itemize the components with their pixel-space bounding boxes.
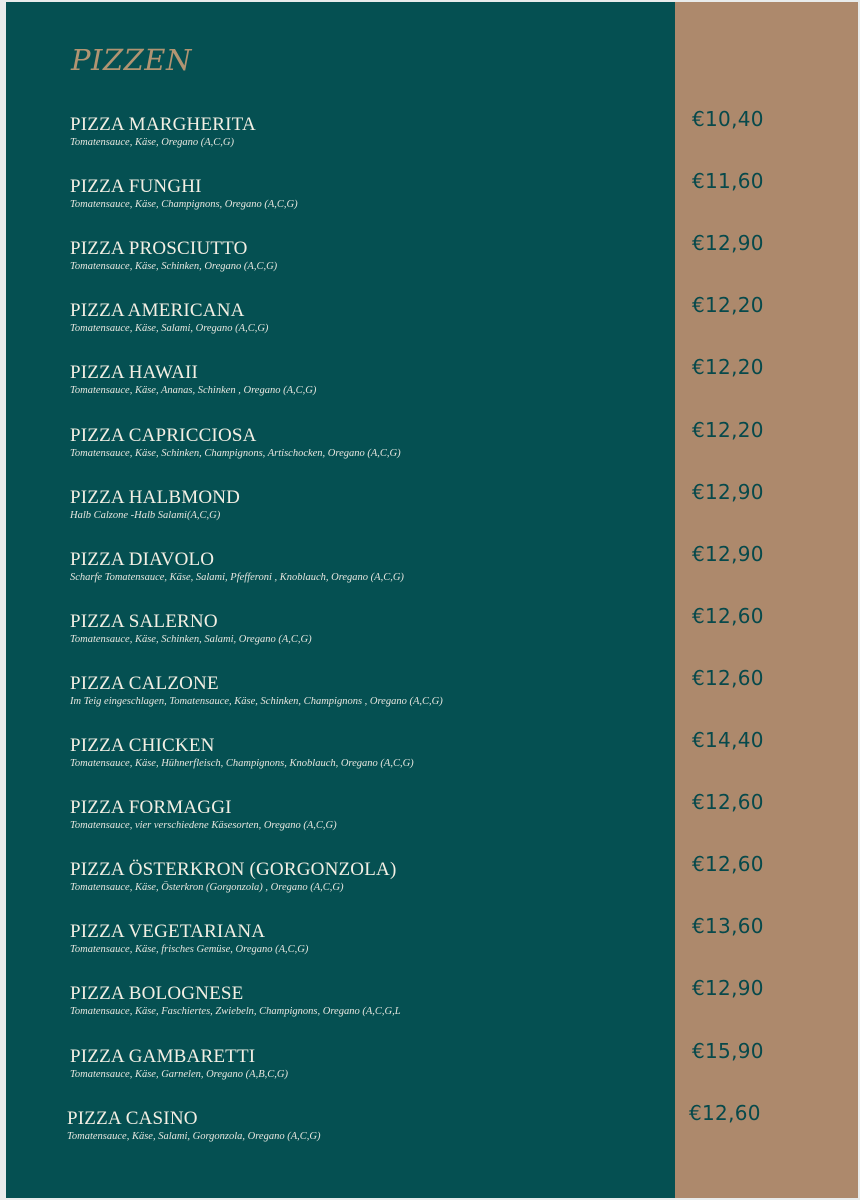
menu-item-price: €11,60 <box>692 169 764 193</box>
menu-item-price: €12,20 <box>692 355 764 379</box>
menu-item-price: €12,90 <box>692 231 764 255</box>
menu-item-description: Tomatensauce, vier verschiedene Käsesorten, Oregano (A,C,G) <box>70 820 337 831</box>
menu-item-description: Tomatensauce, Käse, frisches Gemüse, Oregano (A,C,G) <box>70 944 309 955</box>
menu-item-description: Tomatensauce, Käse, Faschiertes, Zwiebeln, Champignons, Oregano (A,C,G,L <box>70 1006 401 1017</box>
menu-item-price: €13,60 <box>692 914 764 938</box>
menu-item <box>70 549 660 584</box>
menu-item <box>70 797 660 832</box>
menu-item <box>70 673 660 708</box>
menu-item-name: PIZZA SALERNO <box>70 611 218 632</box>
menu-item-name: PIZZA CHICKEN <box>70 735 215 756</box>
menu-item <box>70 1046 660 1081</box>
menu-item-name: PIZZA BOLOGNESE <box>70 983 244 1004</box>
menu-item-name: PIZZA CASINO <box>67 1108 198 1129</box>
menu-item-name: PIZZA FUNGHI <box>70 176 202 197</box>
menu-item <box>70 176 660 211</box>
menu-item <box>70 983 660 1018</box>
menu-item <box>70 611 660 646</box>
menu-item-name: PIZZA DIAVOLO <box>70 549 215 570</box>
menu-item-description: Tomatensauce, Käse, Hühnerfleisch, Champignons, Knoblauch, Oregano (A,C,G) <box>70 758 414 769</box>
menu-item-name: PIZZA VEGETARIANA <box>70 921 266 942</box>
menu-item-name: PIZZA MARGHERITA <box>70 114 256 135</box>
menu-item <box>70 114 660 149</box>
menu-item-price: €10,40 <box>692 107 764 131</box>
menu-item-description: Tomatensauce, Käse, Champignons, Oregano (A,C,G) <box>70 199 298 210</box>
menu-item <box>70 921 660 956</box>
menu-heading: PIZZEN <box>71 43 192 77</box>
menu-item-description: Tomatensauce, Käse, Ananas, Schinken , Oregano (A,C,G) <box>70 385 317 396</box>
menu-item-name: PIZZA PROSCIUTTO <box>70 238 248 259</box>
menu-item <box>70 735 660 770</box>
menu-item-name: PIZZA ÖSTERKRON (GORGONZOLA) <box>70 859 397 880</box>
menu-item-price: €14,40 <box>692 728 764 752</box>
menu-item <box>67 1108 657 1143</box>
menu-item-name: PIZZA HAWAII <box>70 362 199 383</box>
menu-item-price: €12,90 <box>692 976 764 1000</box>
menu-item-price: €12,60 <box>692 852 764 876</box>
menu-item-description: Tomatensauce, Käse, Schinken, Champignons, Artischocken, Oregano (A,C,G) <box>70 448 401 459</box>
menu-item-price: €12,60 <box>689 1101 761 1125</box>
menu-item-price: €12,20 <box>692 418 764 442</box>
menu-item-price: €12,90 <box>692 480 764 504</box>
menu-item-name: PIZZA GAMBARETTI <box>70 1046 256 1067</box>
menu-item-price: €15,90 <box>692 1039 764 1063</box>
menu-item-description: Tomatensauce, Käse, Salami, Gorgonzola, Oregano (A,C,G) <box>67 1131 321 1142</box>
menu-item <box>70 487 660 522</box>
menu-item <box>70 425 660 460</box>
menu-item-description: Halb Calzone -Halb Salami(A,C,G) <box>70 510 221 521</box>
menu-item-price: €12,60 <box>692 604 764 628</box>
menu-item-description: Im Teig eingeschlagen, Tomatensauce, Käse, Schinken, Champignons , Oregano (A,C,G) <box>70 696 443 707</box>
menu-item-price: €12,20 <box>692 293 764 317</box>
menu-item-price: €12,60 <box>692 666 764 690</box>
menu-item-description: Tomatensauce, Käse, Salami, Oregano (A,C,G) <box>70 323 269 334</box>
menu-item-description: Tomatensauce, Käse, Schinken, Salami, Oregano (A,C,G) <box>70 634 312 645</box>
menu-item-name: PIZZA CAPRICCIOSA <box>70 425 257 446</box>
menu-item <box>70 238 660 273</box>
menu-item-name: PIZZA FORMAGGI <box>70 797 232 818</box>
menu-item-name: PIZZA AMERICANA <box>70 300 245 321</box>
menu-item-price: €12,90 <box>692 542 764 566</box>
menu-item <box>70 300 660 335</box>
menu-item-description: Tomatensauce, Käse, Oregano (A,C,G) <box>70 137 235 148</box>
menu-item-description: Tomatensauce, Käse, Garnelen, Oregano (A,B,C,G) <box>70 1069 288 1080</box>
menu-item-name: PIZZA HALBMOND <box>70 487 241 508</box>
menu-item-description: Scharfe Tomatensauce, Käse, Salami, Pfefferoni , Knoblauch, Oregano (A,C,G) <box>70 572 404 583</box>
menu-item-description: Tomatensauce, Käse, Österkron (Gorgonzola) , Oregano (A,C,G) <box>70 882 344 893</box>
menu-item <box>70 362 660 397</box>
menu-item-price: €12,60 <box>692 790 764 814</box>
menu-item-name: PIZZA CALZONE <box>70 673 219 694</box>
menu-item-description: Tomatensauce, Käse, Schinken, Oregano (A,C,G) <box>70 261 278 272</box>
menu-item <box>70 859 660 894</box>
